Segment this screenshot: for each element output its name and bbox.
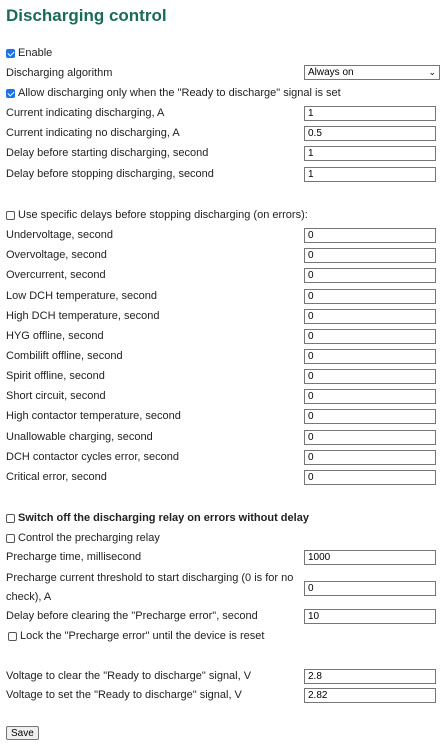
precharge-clear-label: Delay before clearing the "Precharge error", second: [6, 610, 258, 622]
field-label: Current indicating discharging, A: [6, 107, 165, 119]
error-field-row: [6, 469, 432, 487]
precharge-time-input[interactable]: [304, 550, 436, 565]
current-discharging-input[interactable]: [304, 106, 436, 121]
switch-off-checkbox[interactable]: [6, 512, 309, 524]
lock-precharge-check-icon[interactable]: [8, 632, 17, 641]
lock-precharge-label: Lock the "Precharge error" until the device is reset: [20, 630, 265, 642]
spirit-offline-input[interactable]: [304, 369, 436, 384]
specific-delays-check-icon[interactable]: [6, 211, 15, 220]
undervoltage-input[interactable]: [304, 228, 436, 243]
error-field-row: [6, 267, 432, 285]
allow-ready-label: Allow discharging only when the "Ready to discharge" signal is set: [18, 87, 341, 99]
enable-row: [6, 44, 432, 62]
current-no-discharging-input[interactable]: [304, 126, 436, 141]
error-field-row: [6, 368, 432, 386]
precharge-clear-input[interactable]: [304, 609, 436, 624]
field-label: Delay before starting discharging, second: [6, 147, 209, 159]
error-field-row: [6, 328, 432, 346]
lock-precharge-checkbox[interactable]: [8, 630, 264, 642]
switch-off-check-icon[interactable]: [6, 514, 15, 523]
precharge-clear-row: [6, 608, 432, 626]
voltage-clear-input[interactable]: [304, 669, 436, 684]
short-circuit-input[interactable]: [304, 389, 436, 404]
field-label: Overvoltage, second: [6, 249, 107, 261]
algorithm-row: [6, 65, 436, 83]
error-field-row: [6, 247, 432, 265]
delay-start-input[interactable]: [304, 146, 436, 161]
algorithm-label: Discharging algorithm: [6, 67, 113, 79]
algorithm-value: Always on: [308, 67, 354, 78]
specific-delays-row: [6, 206, 432, 224]
precharge-relay-label: Control the precharging relay: [18, 532, 160, 544]
allow-ready-check-icon[interactable]: [6, 89, 15, 98]
high-dch-temp-input[interactable]: [304, 309, 436, 324]
allow-ready-row: [6, 84, 432, 102]
field-row: [6, 125, 432, 143]
lock-precharge-row: [6, 627, 432, 645]
specific-delays-label: Use specific delays before stopping discharging (on errors):: [18, 209, 308, 221]
field-label: High DCH temperature, second: [6, 310, 160, 322]
save-button[interactable]: Save: [6, 726, 39, 740]
voltage-set-label: Voltage to set the "Ready to discharge" signal, V: [6, 689, 242, 701]
unallowable-charging-input[interactable]: [304, 430, 436, 445]
overcurrent-input[interactable]: [304, 268, 436, 283]
precharge-relay-checkbox[interactable]: [6, 532, 160, 544]
enable-label: Enable: [18, 47, 53, 59]
field-row: [6, 145, 432, 163]
field-label: Delay before stopping discharging, second: [6, 168, 214, 180]
error-field-row: [6, 348, 432, 366]
field-label: DCH contactor cycles error, second: [6, 451, 180, 463]
field-label: Spirit offline, second: [6, 370, 105, 382]
hyg-offline-input[interactable]: [304, 329, 436, 344]
specific-delays-checkbox[interactable]: [6, 209, 308, 221]
voltage-set-row: [6, 687, 432, 705]
error-field-row: [6, 429, 432, 447]
field-label: High contactor temperature, second: [6, 410, 181, 422]
field-label: Undervoltage, second: [6, 229, 114, 241]
error-field-row: [6, 388, 432, 406]
field-row: [6, 105, 432, 123]
precharge-threshold-input[interactable]: [304, 581, 436, 596]
precharge-threshold-label: Precharge current threshold to start discharging (0 is for no check), A: [6, 572, 294, 603]
field-label: Unallowable charging, second: [6, 431, 153, 443]
page-title: Discharging control: [6, 6, 167, 25]
precharge-relay-check-icon[interactable]: [6, 534, 15, 543]
field-label: Low DCH temperature, second: [6, 290, 158, 302]
switch-off-label: Switch off the discharging relay on errors without delay: [18, 512, 309, 524]
dch-contactor-cycles-input[interactable]: [304, 450, 436, 465]
switch-off-row: [6, 509, 432, 527]
field-label: Short circuit, second: [6, 390, 106, 402]
combilift-offline-input[interactable]: [304, 349, 436, 364]
precharge-relay-row: [6, 529, 432, 547]
overvoltage-input[interactable]: [304, 248, 436, 263]
high-contactor-temp-input[interactable]: [304, 409, 436, 424]
precharge-time-row: [6, 549, 432, 567]
field-label: Current indicating no discharging, A: [6, 127, 180, 139]
field-label: Overcurrent, second: [6, 269, 106, 281]
enable-check-icon[interactable]: [6, 49, 15, 58]
error-field-row: [6, 449, 432, 467]
delay-stop-input[interactable]: [304, 167, 436, 182]
error-field-row: [6, 288, 432, 306]
precharge-time-label: Precharge time, millisecond: [6, 551, 142, 563]
error-field-row: [6, 408, 432, 426]
field-label: Critical error, second: [6, 471, 107, 483]
precharge-threshold-row: [6, 569, 432, 607]
voltage-clear-row: [6, 668, 432, 686]
low-dch-temp-input[interactable]: [304, 289, 436, 304]
enable-checkbox[interactable]: [6, 47, 52, 59]
error-field-row: [6, 308, 432, 326]
voltage-set-input[interactable]: [304, 688, 436, 703]
error-field-row: [6, 227, 432, 245]
field-label: Combilift offline, second: [6, 350, 123, 362]
field-row: [6, 166, 432, 184]
allow-ready-checkbox[interactable]: [6, 87, 341, 99]
algorithm-select[interactable]: [304, 65, 440, 80]
chevron-down-icon: ⌄: [428, 67, 436, 77]
critical-error-input[interactable]: [304, 470, 436, 485]
voltage-clear-label: Voltage to clear the "Ready to discharge" signal, V: [6, 670, 252, 682]
field-label: HYG offline, second: [6, 330, 104, 342]
